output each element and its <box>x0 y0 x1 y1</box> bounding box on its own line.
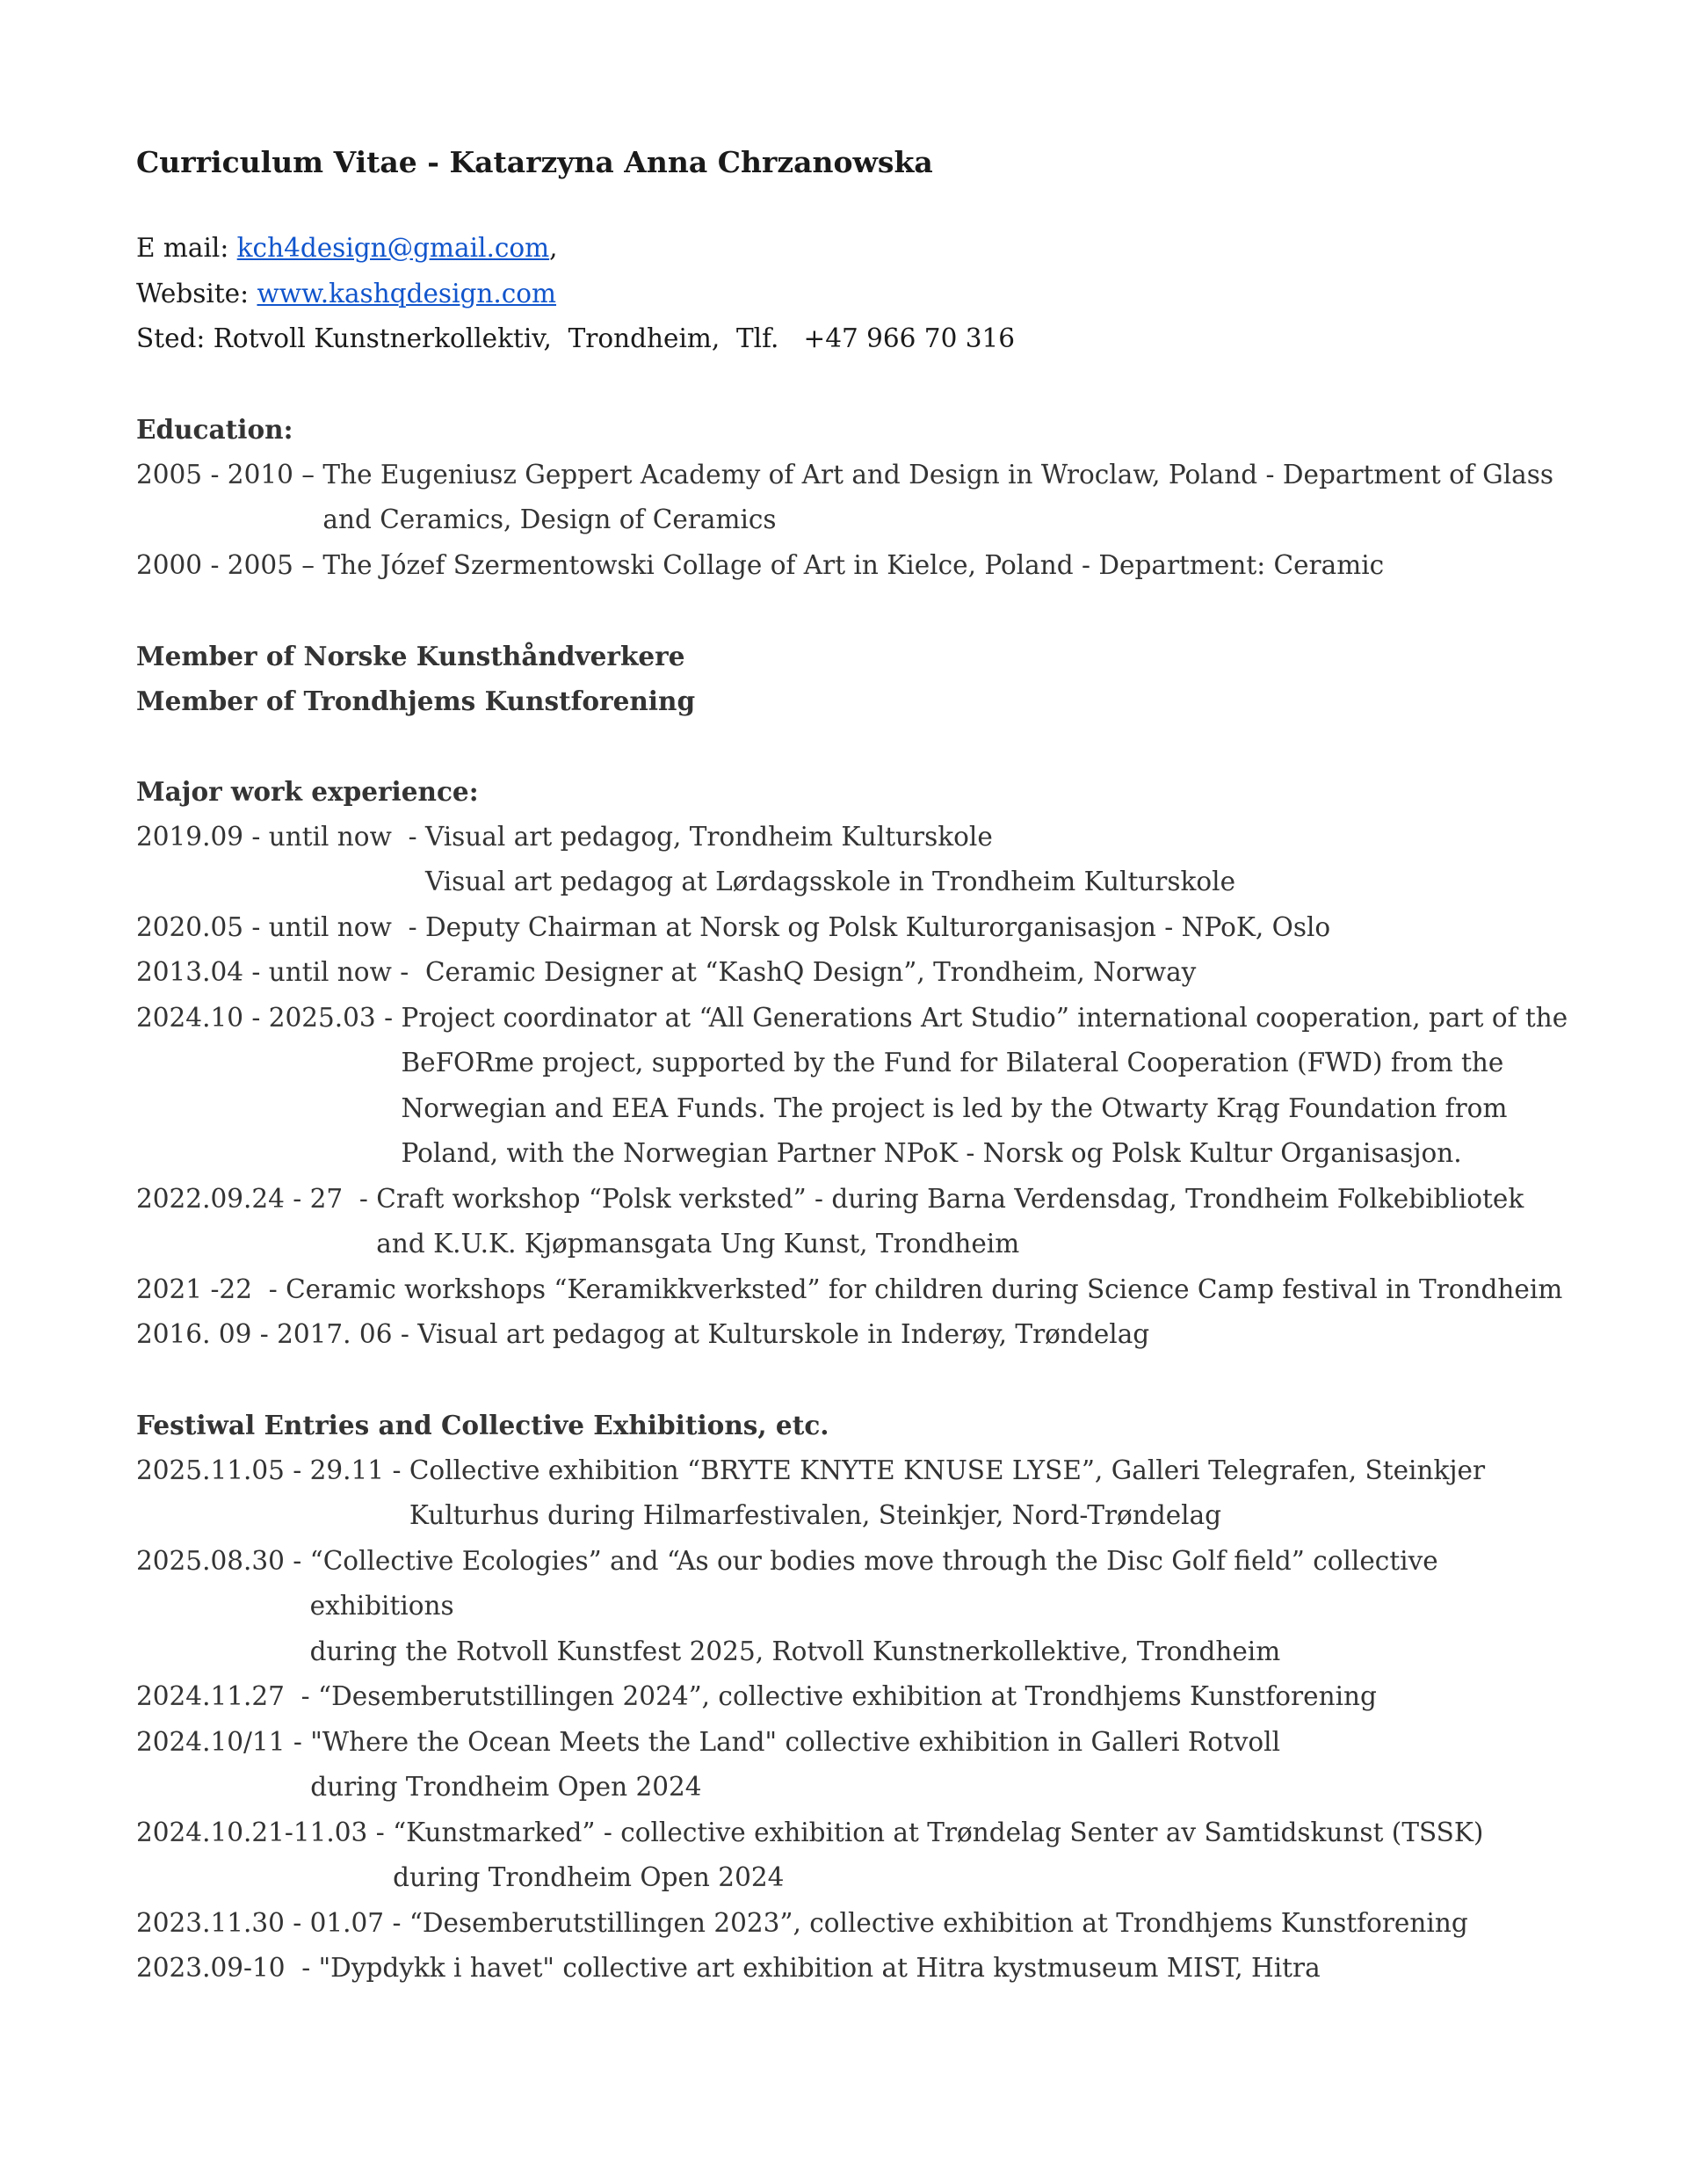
entry-text <box>310 1539 1577 1675</box>
spacer <box>136 588 1577 634</box>
entry-date: 2023.09-10 - <box>136 1953 319 1983</box>
website-link[interactable]: www.kashqdesign.com <box>257 278 557 308</box>
entry-line: Ceramic workshops “Keramikkverksted” for children during Science Camp festival in Trondheim <box>286 1273 1563 1304</box>
entry-line: BeFORme project, supported by the Fund for Bilateral Cooperation (FWD) from the <box>401 1048 1504 1077</box>
entry-line: and Ceramics, Design of Ceramics <box>322 504 777 534</box>
entry-date: 2022.09.24 - 27 - <box>136 1183 377 1214</box>
spacer <box>136 1358 1577 1404</box>
list-item <box>136 1946 1577 1992</box>
entry-text <box>286 1267 1562 1313</box>
entry-text <box>376 1177 1524 1267</box>
entry-line: Project coordinator at “All Generations Art Studio” international cooperation, part of the <box>401 1002 1568 1033</box>
list-item <box>136 1312 1577 1358</box>
website-line <box>136 272 1577 317</box>
list-item <box>136 1539 1577 1675</box>
entry-line: Visual art pedagog at Lørdagsskole in Trondheim Kulturskole <box>424 867 1236 896</box>
entry-line: Kulturhus during Hilmarfestivalen, Steinkjer, Nord-Trøndelag <box>409 1500 1222 1530</box>
entry-line: and K.U.K. Kjøpmansgata Ung Kunst, Trondheim <box>376 1229 1020 1259</box>
exhibitions-heading: Festiwal Entries and Collective Exhibitions, etc. <box>136 1410 829 1440</box>
entry-line: "Dypdykk i havet" collective art exhibition at Hitra kystmuseum MIST, Hitra <box>318 1953 1321 1983</box>
work-list <box>136 815 1577 1358</box>
entry-line: The Józef Szermentowski Collage of Art in Kielce, Poland - Department: Ceramic <box>322 549 1385 580</box>
entry-date: 2024.10 - 2025.03 - <box>136 1002 402 1033</box>
email-label: E mail: <box>136 233 237 263</box>
entry-date: 2024.10.21-11.03 - <box>136 1817 394 1847</box>
list-item <box>136 905 1577 951</box>
entry-date: 2024.11.27 - <box>136 1681 319 1711</box>
entry-line: “Kunstmarked” - collective exhibition at Trøndelag Senter av Samtidskunst (TSSK) <box>393 1817 1484 1847</box>
entry-date: 2013.04 - until now - <box>136 957 425 987</box>
entry-date: 2025.11.05 - 29.11 - <box>136 1455 409 1485</box>
entry-text <box>417 1312 1149 1358</box>
entry-date: 2021 -22 - <box>136 1273 286 1304</box>
entry-line: Norwegian and EEA Funds. The project is led by the Otwarty Krąg Foundation from <box>401 1092 1508 1123</box>
cv-document <box>136 136 1577 1992</box>
entry-text <box>393 1810 1483 1901</box>
membership-trondhjems-kunstforening: Member of Trondhjems Kunstforening <box>136 686 696 716</box>
list-item <box>136 543 1577 589</box>
email-line <box>136 226 1577 272</box>
list-item <box>136 1177 1577 1267</box>
entry-text <box>322 453 1553 543</box>
entry-date: 2020.05 - until now - <box>136 911 425 942</box>
website-label: Website: <box>136 278 257 308</box>
list-item <box>136 1674 1577 1720</box>
entry-line: Deputy Chairman at Norsk og Polsk Kulturorganisasjon - NPoK, Oslo <box>424 911 1331 942</box>
entry-text <box>401 996 1568 1177</box>
entry-text <box>322 543 1384 589</box>
entry-date: 2025.08.30 - <box>136 1545 310 1576</box>
list-item <box>136 996 1577 1177</box>
entry-text <box>310 1720 1280 1810</box>
list-item <box>136 1810 1577 1901</box>
list-item <box>136 950 1577 996</box>
entry-line: “Collective Ecologies” and “As our bodies move through the Disc Golf field” collective exhibitions <box>309 1545 1438 1621</box>
entry-text <box>409 1901 1468 1947</box>
exhibitions-list <box>136 1448 1577 1992</box>
location-line: Sted: Rotvoll Kunstnerkollektiv, Trondheim, Tlf. +47 966 70 316 <box>136 323 1016 353</box>
list-item <box>136 1267 1577 1313</box>
entry-date: 2023.11.30 - 01.07 - <box>136 1907 409 1938</box>
entry-text <box>318 1674 1377 1720</box>
page-title: Curriculum Vitae - Katarzyna Anna Chrzanowska <box>136 145 933 179</box>
entry-line: Poland, with the Norwegian Partner NPoK - Norsk og Polsk Kultur Organisasjon. <box>401 1138 1462 1168</box>
list-item <box>136 1720 1577 1810</box>
entry-line: Craft workshop “Polsk verksted” - during Barna Verdensdag, Trondheim Folkebibliotek <box>376 1183 1524 1214</box>
entry-line: "Where the Ocean Meets the Land" collective exhibition in Galleri Rotvoll <box>310 1726 1281 1757</box>
entry-date: 2016. 09 - 2017. 06 - <box>136 1319 418 1349</box>
entry-text <box>425 905 1330 951</box>
education-list <box>136 453 1577 589</box>
email-link[interactable]: kch4design@gmail.com <box>236 233 550 263</box>
entry-date: 2024.10/11 - <box>136 1726 311 1757</box>
entry-line: during Trondheim Open 2024 <box>393 1862 785 1892</box>
entry-line: The Eugeniusz Geppert Academy of Art and Design in Wroclaw, Poland - Department of Glass <box>322 459 1553 490</box>
education-heading: Education: <box>136 414 293 445</box>
entry-line: Collective exhibition “BRYTE KNYTE KNUSE LYSE”, Galleri Telegrafen, Steinkjer <box>409 1455 1486 1485</box>
entry-text <box>425 950 1196 996</box>
list-item <box>136 1901 1577 1947</box>
membership-norske-kunsthandverkere: Member of Norske Kunsthåndverkere <box>136 640 685 671</box>
entry-line: during the Rotvoll Kunstfest 2025, Rotvoll Kunstnerkollektive, Trondheim <box>309 1636 1281 1666</box>
entry-date: 2005 - 2010 – <box>136 459 323 490</box>
work-heading: Major work experience: <box>136 776 479 807</box>
entry-text <box>409 1448 1485 1539</box>
entry-text <box>319 1946 1321 1992</box>
entry-line: during Trondheim Open 2024 <box>310 1772 702 1802</box>
list-item <box>136 815 1577 905</box>
list-item <box>136 1448 1577 1539</box>
list-item <box>136 453 1577 543</box>
entry-line: Visual art pedagog at Kulturskole in Inderøy, Trøndelag <box>417 1319 1150 1349</box>
email-after: , <box>549 233 558 263</box>
spacer <box>136 724 1577 770</box>
entry-text <box>425 815 1235 905</box>
entry-date: 2000 - 2005 – <box>136 549 323 580</box>
entry-line: Visual art pedagog, Trondheim Kulturskole <box>424 821 993 852</box>
entry-line: “Desemberutstillingen 2024”, collective exhibition at Trondhjems Kunstforening <box>318 1681 1377 1711</box>
entry-date: 2019.09 - until now - <box>136 821 425 852</box>
entry-line: Ceramic Designer at “KashQ Design”, Trondheim, Norway <box>424 957 1197 987</box>
spacer <box>136 362 1577 408</box>
entry-line: “Desemberutstillingen 2023”, collective exhibition at Trondhjems Kunstforening <box>409 1907 1468 1938</box>
